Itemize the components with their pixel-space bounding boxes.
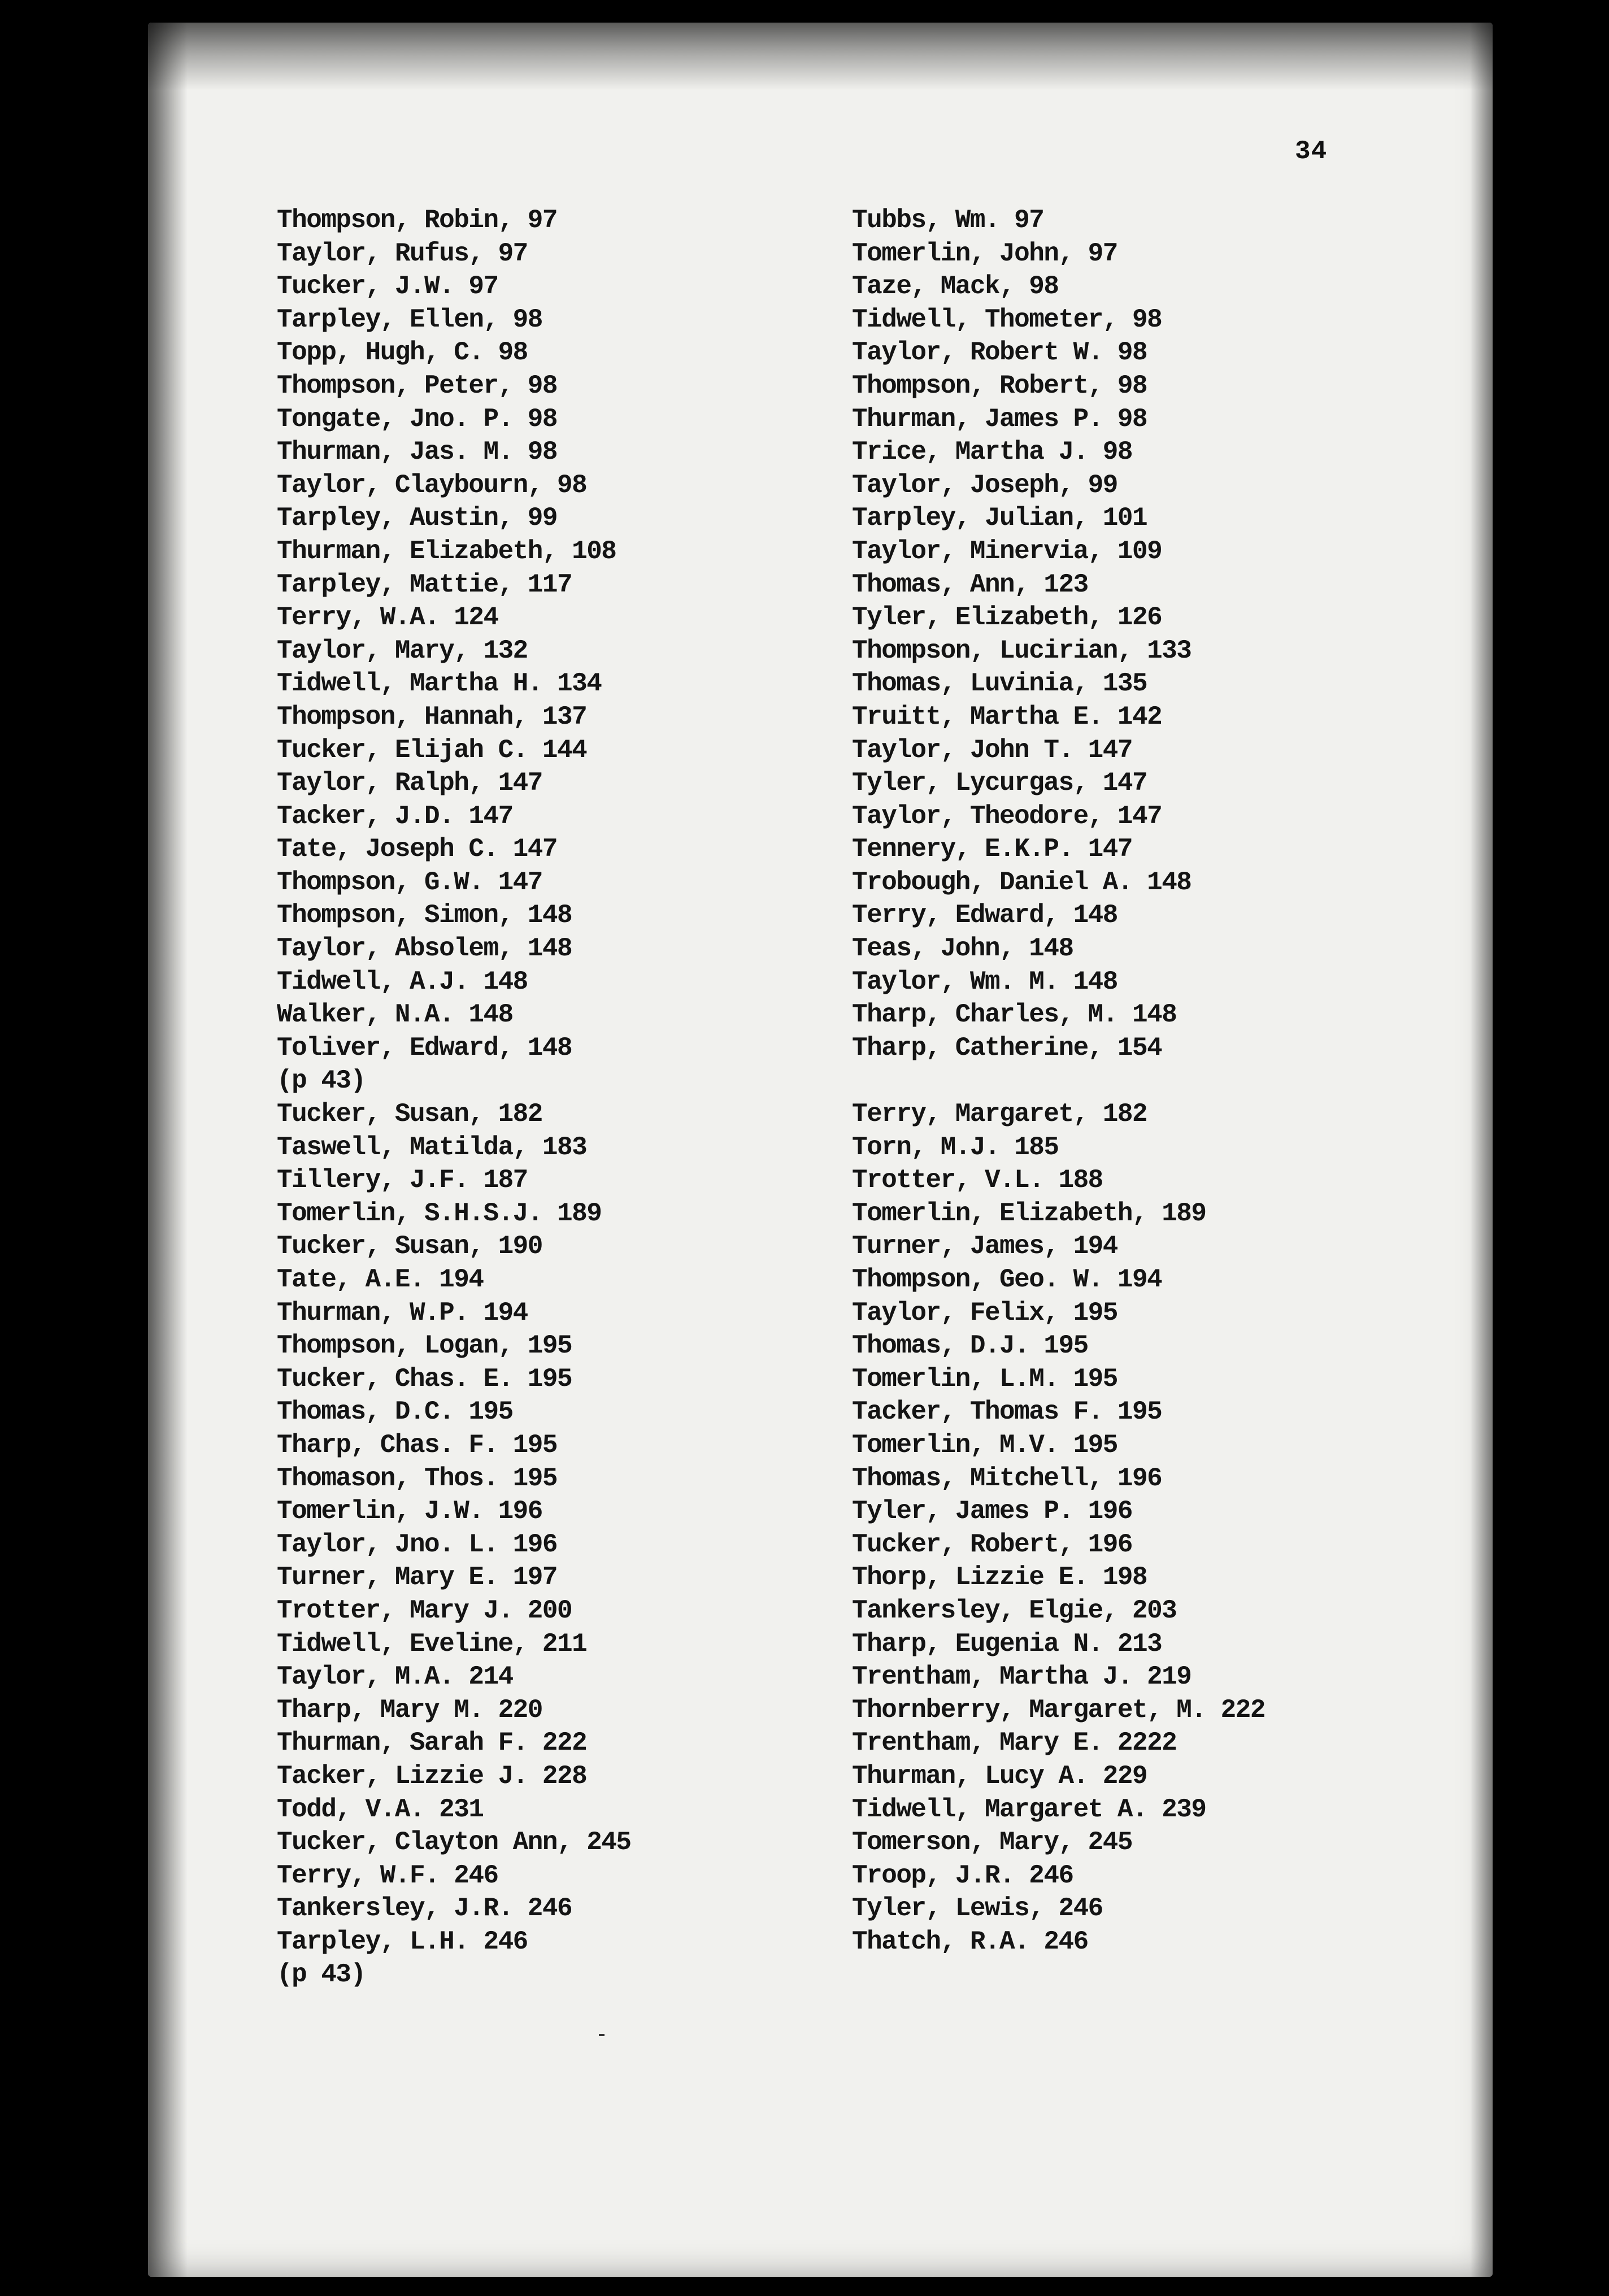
name-entry: Taylor, M.A. 214 [277, 1662, 513, 1692]
name-entry: Tucker, Susan, 182 [277, 1099, 542, 1129]
scan-shadow-right [1470, 23, 1493, 2277]
name-entry: Troop, J.R. 246 [852, 1860, 1073, 1890]
name-entry: Tarpley, Ellen, 98 [277, 305, 542, 334]
name-entry: Teas, John, 148 [852, 934, 1073, 964]
name-entry: Tomerlin, L.M. 195 [852, 1364, 1117, 1394]
name-entry: Thompson, G.W. 147 [277, 867, 542, 897]
name-entry: Tankersley, J.R. 246 [277, 1894, 572, 1924]
name-entry: Taylor, John T. 147 [852, 735, 1132, 765]
name-entry: Thompson, Lucirian, 133 [852, 636, 1191, 666]
name-entry: Taylor, Theodore, 147 [852, 801, 1162, 831]
name-entry: Tomerlin, John, 97 [852, 238, 1117, 268]
name-entry: Tidwell, Martha H. 134 [277, 669, 602, 699]
name-entry: Thatch, R.A. 246 [852, 1927, 1088, 1956]
name-entry: Tucker, Elijah C. 144 [277, 735, 587, 765]
name-entry: Tacker, Thomas F. 195 [852, 1397, 1162, 1427]
name-entry: Thurman, Jas. M. 98 [277, 437, 557, 467]
name-entry: Thurman, Sarah F. 222 [277, 1728, 587, 1758]
name-entry: Thompson, Simon, 148 [277, 901, 572, 930]
name-entry: Truitt, Martha E. 142 [852, 702, 1162, 732]
name-entry: Tarpley, Mattie, 117 [277, 569, 572, 599]
name-entry: Tucker, Robert, 196 [852, 1529, 1132, 1559]
left-name-column [277, 204, 631, 1991]
name-entry: Tate, A.E. 194 [277, 1265, 484, 1294]
name-entry: Tucker, Chas. E. 195 [277, 1364, 572, 1394]
name-entry: Tidwell, Margaret A. 239 [852, 1794, 1206, 1824]
name-entry: Tomerlin, M.V. 195 [852, 1430, 1117, 1460]
name-entry: Tate, Joseph C. 147 [277, 834, 557, 864]
name-entry: Taylor, Absolem, 148 [277, 934, 572, 964]
name-entry: Taswell, Matilda, 183 [277, 1132, 587, 1162]
right-name-column [852, 204, 1265, 1958]
name-entry: Tharp, Eugenia N. 213 [852, 1629, 1162, 1659]
name-entry: Thompson, Robin, 97 [277, 206, 557, 235]
name-entry: Trice, Martha J. 98 [852, 437, 1132, 467]
name-entry: Taylor, Jno. L. 196 [277, 1529, 557, 1559]
name-entry: Thomas, D.C. 195 [277, 1397, 513, 1427]
name-entry: Tidwell, Eveline, 211 [277, 1629, 587, 1659]
name-entry: Tyler, Lycurgas, 147 [852, 768, 1147, 798]
name-entry: Tankersley, Elgie, 203 [852, 1595, 1177, 1625]
name-entry: Tomerson, Mary, 245 [852, 1828, 1132, 1858]
name-entry: Thompson, Hannah, 137 [277, 702, 587, 732]
name-entry: Tacker, J.D. 147 [277, 801, 513, 831]
name-entry: Tucker, Susan, 190 [277, 1232, 542, 1262]
name-entry: Taylor, Joseph, 99 [852, 470, 1117, 500]
name-entry: Taylor, Rufus, 97 [277, 238, 528, 268]
name-entry: Taylor, Minervia, 109 [852, 536, 1162, 566]
name-entry: Trotter, Mary J. 200 [277, 1595, 572, 1625]
name-entry: Trobough, Daniel A. 148 [852, 867, 1191, 897]
scan-shadow-left [148, 23, 188, 2277]
name-entry: Trentham, Martha J. 219 [852, 1662, 1191, 1692]
name-entry: Thompson, Peter, 98 [277, 371, 557, 401]
name-entry: Tarpley, Julian, 101 [852, 503, 1147, 533]
name-entry: Terry, W.A. 124 [277, 603, 498, 633]
name-entry: Tyler, James P. 196 [852, 1497, 1132, 1527]
name-entry: Thurman, W.P. 194 [277, 1298, 528, 1328]
name-entry: Turner, James, 194 [852, 1232, 1117, 1262]
stray-mark [599, 2034, 605, 2036]
name-entry: Tharp, Chas. F. 195 [277, 1430, 557, 1460]
name-entry: Thorp, Lizzie E. 198 [852, 1563, 1147, 1593]
name-entry: Taze, Mack, 98 [852, 272, 1059, 302]
name-entry: Thompson, Geo. W. 194 [852, 1265, 1162, 1294]
name-entry: Thomas, Mitchell, 196 [852, 1463, 1162, 1493]
name-entry: Tidwell, Thometer, 98 [852, 305, 1162, 334]
name-entry: Trotter, V.L. 188 [852, 1166, 1103, 1195]
name-entry: Tomerlin, J.W. 196 [277, 1497, 542, 1527]
name-entry: Taylor, Claybourn, 98 [277, 470, 587, 500]
name-entry: Thomas, D.J. 195 [852, 1331, 1088, 1361]
name-entry: Torn, M.J. 185 [852, 1132, 1059, 1162]
name-entry: Thompson, Logan, 195 [277, 1331, 572, 1361]
name-entry: Tharp, Charles, M. 148 [852, 1000, 1177, 1030]
name-entry: Taylor, Mary, 132 [277, 636, 528, 666]
name-entry: Tillery, J.F. 187 [277, 1166, 528, 1195]
name-entry: Tucker, Clayton Ann, 245 [277, 1828, 631, 1858]
name-entry: Todd, V.A. 231 [277, 1794, 484, 1824]
name-entry: Tucker, J.W. 97 [277, 272, 498, 302]
name-entry: Thurman, Lucy A. 229 [852, 1761, 1147, 1791]
name-entry: Thomason, Thos. 195 [277, 1463, 557, 1493]
name-entry: Tyler, Lewis, 246 [852, 1894, 1103, 1924]
name-entry: Thomas, Luvinia, 135 [852, 669, 1147, 699]
name-entry: Tidwell, A.J. 148 [277, 967, 528, 997]
scan-shadow-top [148, 23, 1493, 90]
name-entry: Terry, Margaret, 182 [852, 1099, 1147, 1129]
name-entry: Thurman, James P. 98 [852, 404, 1147, 434]
name-entry: Thomas, Ann, 123 [852, 569, 1088, 599]
name-entry: Taylor, Robert W. 98 [852, 338, 1147, 368]
name-entry: Terry, W.F. 246 [277, 1860, 498, 1890]
name-entry: Taylor, Wm. M. 148 [852, 967, 1117, 997]
name-entry: Tomerlin, S.H.S.J. 189 [277, 1198, 602, 1228]
name-entry: Thompson, Robert, 98 [852, 371, 1147, 401]
name-entry: Tarpley, L.H. 246 [277, 1927, 528, 1956]
name-entry: (p 43) [277, 1066, 366, 1096]
name-entry: Walker, N.A. 148 [277, 1000, 513, 1030]
name-entry: Thurman, Elizabeth, 108 [277, 536, 616, 566]
name-entry: Terry, Edward, 148 [852, 901, 1117, 930]
name-entry: Taylor, Ralph, 147 [277, 768, 542, 798]
name-entry: Topp, Hugh, C. 98 [277, 338, 528, 368]
name-entry: (p 43) [277, 1960, 366, 1990]
name-entry: Thornberry, Margaret, M. 222 [852, 1695, 1265, 1725]
name-entry: Tarpley, Austin, 99 [277, 503, 557, 533]
name-entry [852, 1064, 1265, 1098]
name-entry: Tomerlin, Elizabeth, 189 [852, 1198, 1206, 1228]
name-entry: Tharp, Mary M. 220 [277, 1695, 542, 1725]
name-entry: Tennery, E.K.P. 147 [852, 834, 1132, 864]
name-entry: Tharp, Catherine, 154 [852, 1033, 1162, 1063]
name-entry: Tacker, Lizzie J. 228 [277, 1761, 587, 1791]
name-entry: Toliver, Edward, 148 [277, 1033, 572, 1063]
name-entry: Tyler, Elizabeth, 126 [852, 603, 1162, 633]
name-entry: Turner, Mary E. 197 [277, 1563, 557, 1593]
name-entry: Tubbs, Wm. 97 [852, 206, 1044, 235]
page-number: 34 [1295, 137, 1328, 166]
name-entry: Tongate, Jno. P. 98 [277, 404, 557, 434]
name-entry: Taylor, Felix, 195 [852, 1298, 1117, 1328]
name-entry: Trentham, Mary E. 2222 [852, 1728, 1177, 1758]
